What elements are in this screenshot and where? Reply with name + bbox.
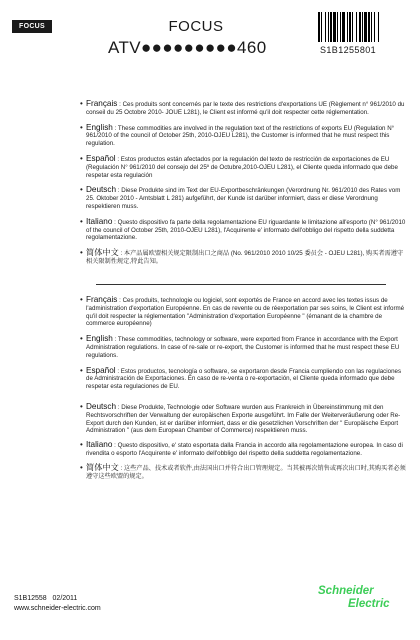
notice-text: : Questo dispositivo fa parte della regolamentazione EU riguardante le limitazione all'esporto (N° 961/2010 of the council of October 25th, 2010-OJEU L281), l'Acquirente e' informato dell'obbligo del rispetto della suddetta regolamentazione. [86, 218, 406, 242]
website-link[interactable]: www.schneider-electric.com [14, 605, 101, 612]
footer [14, 594, 101, 614]
bullet-icon: • [80, 295, 83, 304]
notice-en-2 [80, 335, 408, 359]
notice-zh-1 [80, 249, 408, 266]
notice-text: : These commodities are involved in the regulation text of the restrictions of exports EU (Regulation N° 961/2010 of the council of October 25th, 2010-OJEU L281), the Customer is informed that he must respect this regulation. [86, 124, 395, 148]
bullet-icon: • [80, 99, 83, 108]
lang-label: Italiano [86, 440, 113, 450]
notice-es-1 [80, 155, 408, 179]
notice-it-2 [80, 441, 408, 458]
notice-text: : 这些产品、技术或者软件,由法国出口并符合出口管理规定。当其被再次销售或再次出口时,其购买者必须遵守这些欧盟的规定。 [86, 464, 406, 480]
focus-tag: FOCUS [12, 20, 52, 33]
notice-es-2 [80, 367, 408, 391]
bullet-icon: • [80, 365, 83, 375]
bullet-icon: • [80, 462, 83, 472]
notice-text: : Ces produits, technologie ou logiciel, sont exportés de France en accord avec les textes issus de l'administration d'exportation Européenne. En cas de revente ou de réexportation par ses soins, le Client est informé qu'il doit respecter la réglementation "Administration d'exportation Européenne " (émanant de la chambre de commerce européenne) [86, 297, 405, 328]
lang-label: Deutsch [86, 185, 117, 195]
barcode [318, 12, 406, 42]
page-title: FOCUS [168, 18, 224, 35]
lang-label: Español [86, 153, 116, 163]
bullet-icon: • [80, 440, 83, 450]
bullet-icon: • [80, 185, 83, 195]
lang-label: English [86, 122, 113, 132]
divider [96, 284, 386, 285]
model-number: ATV●●●●●●●●●460 [108, 38, 267, 57]
notice-text: : Diese Produkte sind im Text der EU-Exportbeschränkungen (Verordnung Nr. 961/2010 des Rates vom 25. Oktober 2010 - Amtsblatt L 281) aufgeführt, der Kunde ist darüber informiert, dass er diese Verordnung respektieren muss. [86, 187, 401, 210]
lang-label: Español [86, 365, 116, 375]
notice-text: : Diese Produkte, Technologie oder Software wurden aus Frankreich in Übereinstimmung mit den Rechtsvorschriften der Verwaltung der europäischen Exporte ausgeführt. Im Falle der Weiterveräußerung oder Re-Export durch den Kunden, ist er darüber informiert, dass er die gesetzlichen Vorschriften der " Europäische Export Administration " (aus dem European Chamber of Commerce) respektieren muss. [86, 403, 401, 435]
lang-label: Français [86, 295, 118, 304]
lang-label: English [86, 334, 113, 344]
notice-text: : 本产品属欧盟相关规定限制出口之商品 (No. 961/2010 2010 10/25 委员会 - OJEU L281), 购买者需遵守相关限制性规定,特此告知。 [86, 250, 404, 265]
bullet-icon: • [80, 248, 83, 258]
bullet-icon: • [80, 401, 83, 411]
notice-text: : Ces produits sont concernés par le texte des restrictions d'exportations UE (Règlement n° 961/2010 du conseil du 25 Octobre 2010- JOUE L281), le Client est informé qu'il doit respecter cette réglementation. [86, 101, 405, 116]
lang-label: Deutsch [86, 401, 117, 411]
logo-word-schneider: Schneider [318, 585, 374, 597]
section-eu-restrictions [80, 100, 408, 266]
notice-de-1 [80, 186, 408, 210]
schneider-electric-logo [318, 585, 408, 619]
lang-label: 简体中文 [86, 462, 119, 472]
lang-label: Français [86, 99, 118, 108]
barcode-bar [379, 12, 380, 42]
bullet-icon: • [80, 216, 83, 226]
notice-text: : Questo dispositivo, e' stato esportata dalla Francia in accordo alla regolamentazione europea. In caso di rivendita o esporto l'Acquirente e' informato dell'obbligo del rispetto della suddetta regolamentazione. [86, 442, 403, 457]
notice-text: : Estos productos, tecnología o software, se exportaron desde Francia cumpliendo con las regulaciones de Administración de Exportaciones. En caso de re-venta o re-exportación, el Cliente queda informado que debe respetar esta regulaciones de EU. [86, 367, 402, 391]
bullet-icon: • [80, 334, 83, 344]
notice-it-1 [80, 218, 408, 242]
notice-en-1 [80, 124, 408, 148]
logo-word-electric: Electric [348, 598, 390, 610]
barcode-number: S1B1255801 [320, 45, 377, 55]
notice-de-2 [80, 403, 408, 435]
notice-zh-2 [80, 464, 408, 481]
bullet-icon: • [80, 153, 83, 163]
section-export-administration [80, 296, 408, 480]
document-reference: S1B12558 02/2011 [14, 595, 78, 602]
lang-label: Italiano [86, 216, 113, 226]
bullet-icon: • [80, 122, 83, 132]
lang-label: 简体中文 [86, 248, 119, 258]
notice-fr-1 [80, 100, 408, 117]
notice-fr-2 [80, 296, 408, 328]
notice-text: : Estos productos están afectados por la regulación del texto de restricción de exportaciones de EU (Regulación N° 961/2010 del consejo del 25º de Octubre,2010-OJEU L281), el Cliente queda informado que debe respetar esta regulación [86, 155, 398, 179]
notice-text: : These commodities, technology or software, were exported from France in accordance with the Export Administration regulations. In case of re-sale or re-export, the Customer is informed that he must respect these EU regulations. [86, 336, 400, 359]
